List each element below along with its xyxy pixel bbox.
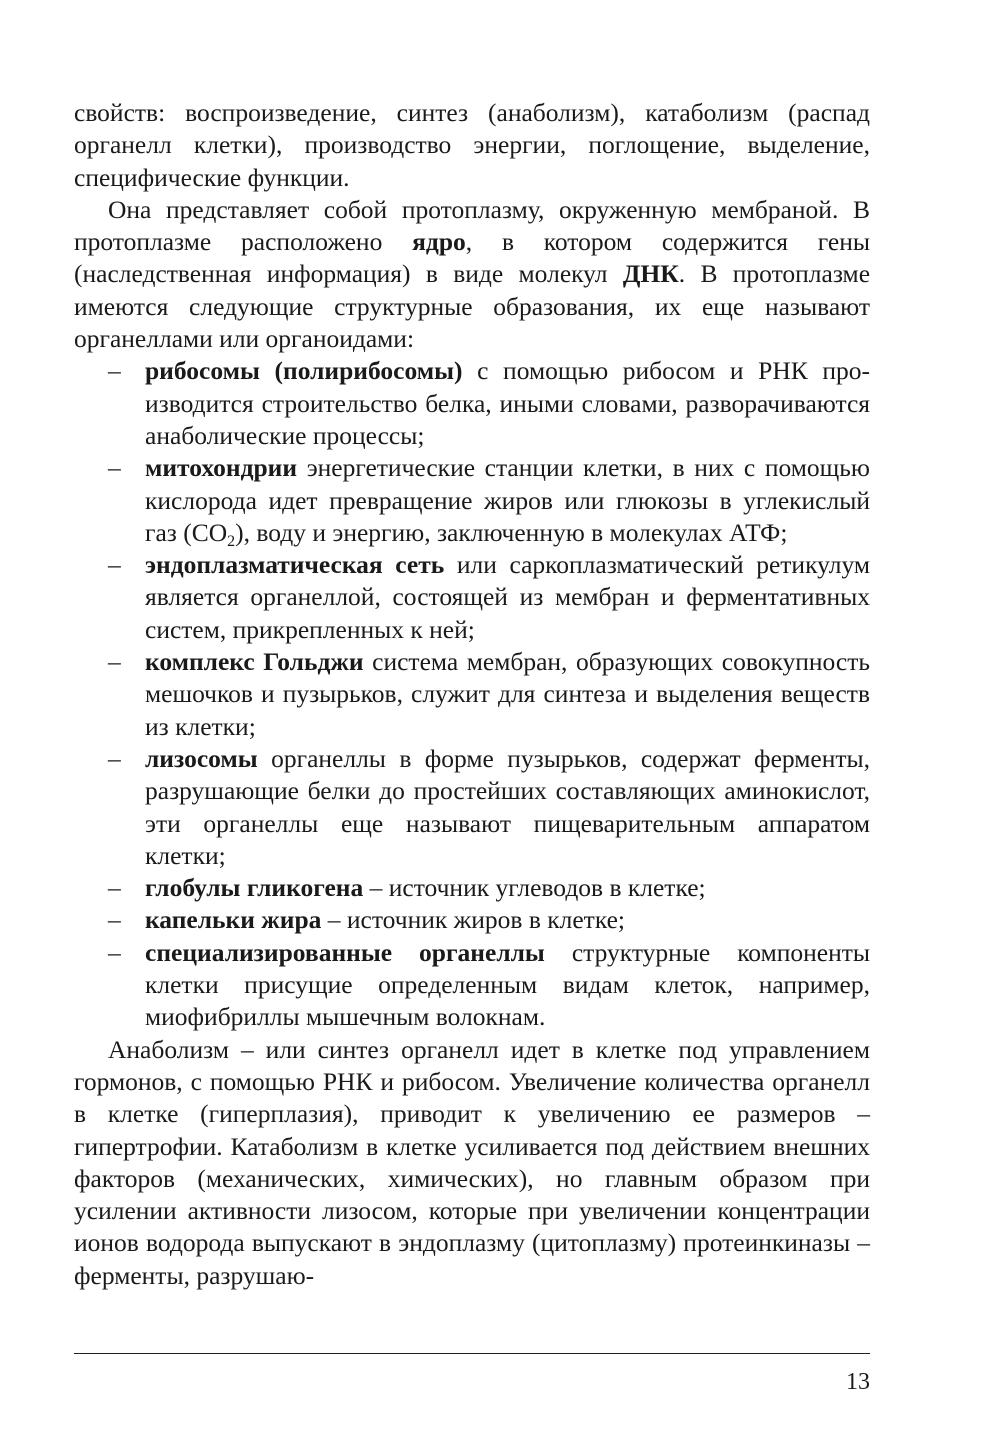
list-term: специализированные органеллы (145, 937, 545, 967)
list-dash: – (108, 873, 121, 903)
list-text: энергетические станции клетки, в них с помощью кислорода идет превращение жиров или глюкозы в углекислый газ (СО (145, 453, 870, 547)
list-text: органеллы в форме пузырьков, содержат ферменты, разрушающие белки до простейших составляющих аминокислот, эти органеллы еще называют пищеварительным аппаратом клетки; (145, 743, 870, 870)
list-item-mitochondria (74, 452, 870, 549)
term-nucleus: ядро (412, 227, 466, 257)
list-term: лизосомы (145, 743, 258, 773)
paragraph-protoplasm (74, 194, 870, 355)
list-item-specialized (74, 937, 870, 1034)
list-term: эндоплазматическая сеть (145, 550, 445, 580)
list-text: ), воду и энергию, заключенную в молекулах АТФ; (235, 517, 788, 547)
text-run: . В протоплазме имеются следующие структурные образования, их еще называют органеллами или органоидами: (74, 259, 871, 354)
page-body (74, 97, 870, 1292)
subscript: 2 (227, 532, 236, 550)
list-dash: – (108, 743, 121, 773)
list-text: с помощью рибосом и РНК производится строительство белка, иными словами, разворачиваются анаболические процессы; (145, 356, 871, 450)
list-dash: – (108, 937, 121, 967)
list-item-fat-droplets (74, 904, 870, 936)
list-text: – источник углеводов в клетке; (363, 873, 706, 903)
organelle-list (74, 355, 870, 1033)
list-term: рибосомы (полирибосомы) (145, 356, 463, 386)
list-term: глобулы гликогена (145, 873, 364, 903)
list-item-lysosomes (74, 743, 870, 872)
list-item-ribosomes (74, 355, 870, 452)
list-dash: – (108, 356, 121, 386)
paragraph-anabolism: Анаболизм – или синтез органелл идет в клетке под управлением гормонов, с помощью РНК и рибосом. Увеличение количества органелл в клетке (гиперплазия), приводит к увеличению ее размеров – гипертрофии. Катаболизм в клетке усиливается под действием внешних факторов (механических, химических), но главным образом при усилении активности лизосом, которые при увеличении концентрации ионов водорода выпускают в эндоплазму (цитоплазму) протеинкиназы – ферменты, разрушаю- (74, 1034, 870, 1290)
text-run: Она представляет собой протоплазму, окруженную мембраной. В протоплазме расположено (74, 194, 870, 257)
list-dash: – (108, 550, 121, 580)
list-text: или саркоплазматический ретикулум является органеллой, состоящей из мембран и ферментативных систем, прикрепленных к ней; (145, 550, 870, 644)
list-dash: – (108, 647, 121, 677)
list-text: структурные компоненты клетки присущие определенным видам клеток, например, миофибриллы мышечным волокнам. (145, 937, 870, 1032)
list-term: комплекс Гольджи (145, 647, 364, 677)
list-text: система мембран, образующих совокупность мешочков и пузырьков, служит для синтеза и выделения веществ из клетки; (145, 647, 870, 741)
list-item-endoplasmic-reticulum (74, 549, 870, 646)
list-term: митохондрии (145, 453, 298, 483)
list-dash: – (108, 453, 121, 483)
term-dna: ДНК (622, 259, 679, 289)
text-run: , в котором содержится гены (наследственная информация) в виде молекул (74, 227, 870, 289)
list-text: – источник жиров в клетке; (321, 905, 625, 935)
list-dash: – (108, 905, 121, 935)
list-term: капельки жира (145, 905, 322, 935)
paragraph-continuation: свойств: воспроизведение, синтез (анаболизм), катаболизм (распад органелл клетки), производство энергии, поглощение, выделение, специфические функции. (74, 98, 870, 192)
page-number: 13 (846, 1369, 870, 1395)
footer-rule (74, 1353, 870, 1354)
list-item-glycogen (74, 872, 870, 904)
list-item-golgi (74, 646, 870, 743)
